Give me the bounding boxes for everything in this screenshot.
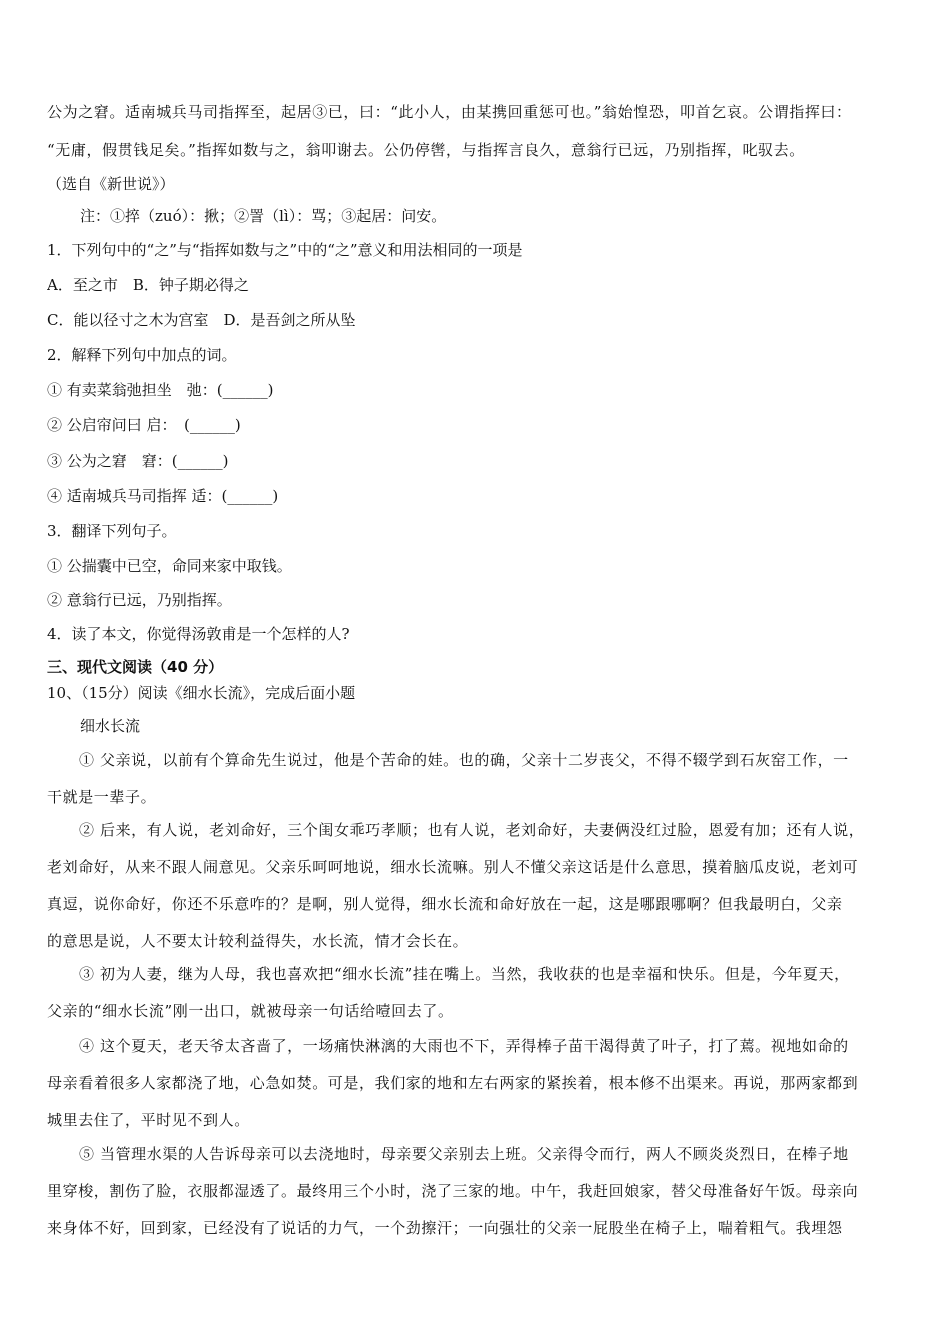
paragraph-2-line-3: 真逗，说你命好，你还不乐意咋的？是啊，别人觉得，细水长流和命好放在一起，这是哪跟哪啊？但我最明白，父亲 xyxy=(47,895,843,913)
question-1-options-cd: C．能以径寸之木为宫室 D．是吾剑之所从坠 xyxy=(47,311,356,329)
paragraph-5-line-2: 里穿梭，割伤了脸，衣服都湿透了。最终用三个小时，浇了三家的地。中午，我赶回娘家，替父母准备好午饭。母亲向 xyxy=(47,1182,859,1200)
paragraph-3-line-1: ③ 初为人妻，继为人母，我也喜欢把“细水长流”挂在嘴上。当然，我收获的也是幸福和快乐。但是，今年夏天， xyxy=(79,965,850,983)
section-heading: 三、现代文阅读（40 分） xyxy=(47,658,224,676)
question-4-stem: 4．读了本文，你觉得汤敦甫是一个怎样的人? xyxy=(47,625,350,643)
paragraph-4-line-1: ④ 这个夏天，老天爷太吝啬了，一场痛快淋漓的大雨也不下，弄得棒子苗干渴得黄了叶子，打了蔫。视地如命的 xyxy=(79,1037,849,1055)
footnotes: 注：①捽（zuó）：揪；②詈（lì）：骂；③起居：问安。 xyxy=(80,207,447,225)
paragraph-2-line-4: 的意思是说，人不要太计较利益得失，水长流，情才会长在。 xyxy=(47,932,469,950)
paragraph-4-line-3: 城里去住了，平时见不到人。 xyxy=(47,1111,250,1129)
question-2-item-1: ① 有卖菜翁弛担坐 弛：(______) xyxy=(47,381,274,399)
question-3-item-1: ① 公揣囊中已空，命同来家中取钱。 xyxy=(47,557,292,575)
paragraph-4-line-2: 母亲看着很多人家都浇了地，心急如焚。可是，我们家的地和左右两家的紧挨着，根本修不出渠来。再说，那两家都到 xyxy=(47,1074,859,1092)
question-10-intro: 10、（15分）阅读《细水长流》，完成后面小题 xyxy=(47,684,356,702)
question-2-stem: 2．解释下列句中加点的词。 xyxy=(47,346,237,364)
question-1-stem: 1．下列句中的“之”与“指挥如数与之”中的“之”意义和用法相同的一项是 xyxy=(47,241,523,259)
classical-text-line-2: “无庸，假贯钱足矣。”指挥如数与之，翁叩谢去。公仍停辔，与指挥言良久，意翁行已远，乃别指挥，叱驭去。 xyxy=(47,141,805,159)
question-3-stem: 3．翻译下列句子。 xyxy=(47,522,177,540)
question-3-item-2: ② 意翁行已远，乃别指挥。 xyxy=(47,591,232,609)
article-title: 细水长流 xyxy=(80,717,141,735)
paragraph-2-line-1: ② 后来，有人说，老刘命好，三个闺女乖巧孝顺；也有人说，老刘命好，夫妻俩没红过脸，恩爱有加；还有人说， xyxy=(79,821,865,839)
paragraph-3-line-2: 父亲的“细水长流”刚一出口，就被母亲一句话给噎回去了。 xyxy=(47,1002,454,1020)
question-2-item-3: ③ 公为之窘 窘：(______) xyxy=(47,452,229,470)
paragraph-5-line-1: ⑤ 当管理水渠的人告诉母亲可以去浇地时，母亲要父亲别去上班。父亲得令而行，两人不顾炎炎烈日，在棒子地 xyxy=(79,1145,849,1163)
paragraph-2-line-2: 老刘命好，从来不跟人闹意见。父亲乐呵呵地说，细水长流嘛。别人不懂父亲这话是什么意思，摸着脑瓜皮说，老刘可 xyxy=(47,858,859,876)
question-1-options-ab: A．至之市 B．钟子期必得之 xyxy=(47,276,249,294)
classical-text-line-1: 公为之窘。适南城兵马司指挥至，起居③已，曰：“此小人，由某携回重惩可也。”翁始惶恐，叩首乞哀。公谓指挥曰： xyxy=(47,103,852,121)
source-citation: （选自《新世说》） xyxy=(47,175,175,193)
question-2-item-4: ④ 适南城兵马司指挥 适：(______) xyxy=(47,487,279,505)
paragraph-5-line-3: 来身体不好，回到家，已经没有了说话的力气，一个劲擦汗；一向强壮的父亲一屁股坐在椅子上，喘着粗气。我埋怨 xyxy=(47,1219,843,1237)
paragraph-1-line-1: ① 父亲说，以前有个算命先生说过，他是个苦命的娃。也的确，父亲十二岁丧父，不得不辍学到石灰窑工作，一 xyxy=(79,751,849,769)
paragraph-1-line-2: 干就是一辈子。 xyxy=(47,788,157,806)
question-2-item-2: ② 公启帘问曰 启： (______) xyxy=(47,416,241,434)
